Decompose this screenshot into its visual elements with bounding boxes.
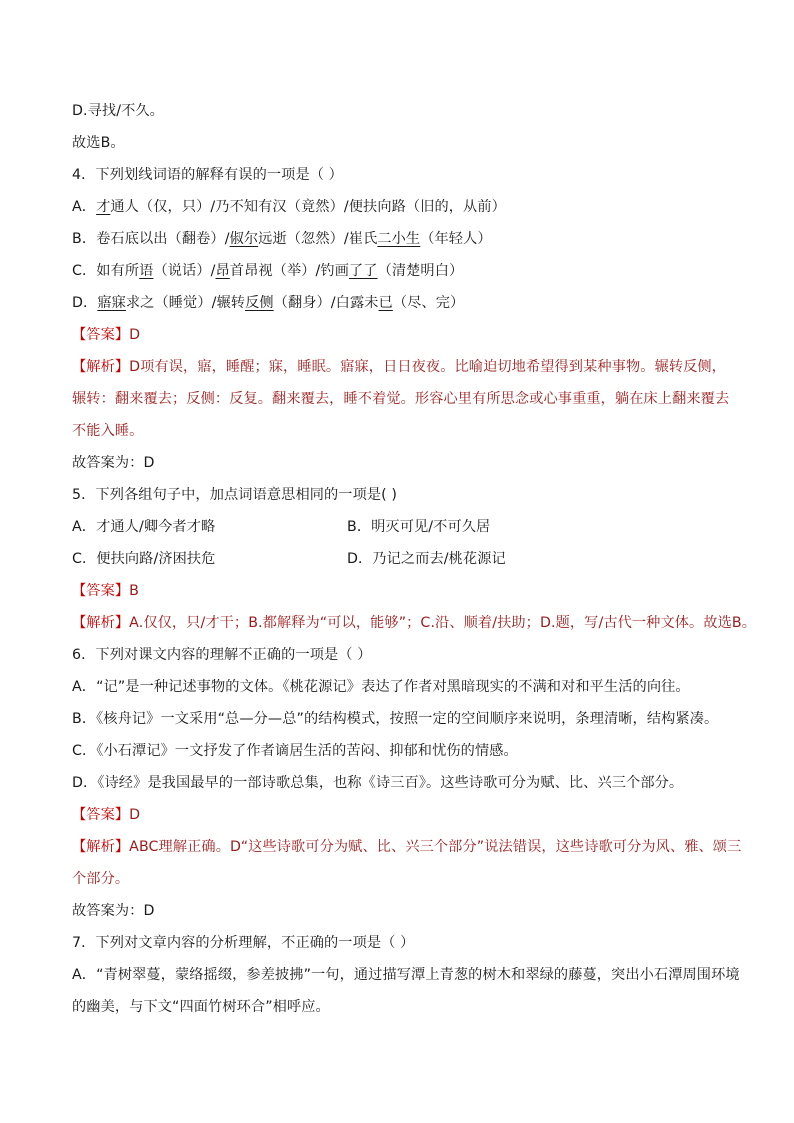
answer-value: B [129, 583, 139, 599]
q6-analysis-line-2: 个部分。 [72, 871, 130, 887]
analysis-label: 【解析】 [72, 615, 130, 631]
q4-answer [72, 325, 732, 345]
q7-stem: 7．下列对文章内容的分析理解，不正确的一项是（ ） [72, 935, 415, 951]
q6-option-a: A．“记”是一种记述事物的文体。《桃花源记》表达了作者对黑暗现实的不满和对和平生活的向往。 [72, 679, 690, 695]
q4-option-d: D．寤寐求之（睡觉）/辗转反侧（翻身）/白露未已（尽、完） [72, 295, 465, 311]
answer-value: D [129, 327, 141, 343]
answer-label: 【答案】 [72, 583, 130, 599]
q6-option-b: B．《核舟记》一文采用“总—分—总”的结构模式，按照一定的空间顺序来说明，条理清晰，结构紧凑。 [72, 711, 719, 727]
prev-answer-line: 故选B。 [72, 135, 125, 151]
answer-value: D [129, 807, 141, 823]
q4-analysis-line-2: 辗转：翻来覆去；反侧：反复。翻来覆去，睡不着觉。形容心里有所思念或心事重重，躺在床上翻来覆去 [72, 391, 730, 407]
q4-option-b: B．卷石底以出（翻卷）/俶尔远逝（忽然）/崔氏二小生（年轻人） [72, 231, 492, 247]
q6-final-answer: 故答案为：D [72, 903, 155, 919]
analysis-label: 【解析】 [72, 839, 130, 855]
q5-option-a: A．才通人/卿今者才略 [72, 519, 216, 535]
q5-option-d: D．乃记之而去/桃花源记 [347, 551, 506, 567]
answer-label: 【答案】 [72, 807, 130, 823]
prev-option-d: D.寻找/不久。 [72, 103, 164, 119]
q6-option-c: C．《小石潭记》一文抒发了作者谪居生活的苦闷、抑郁和忧伤的情感。 [72, 743, 518, 759]
q7-option-a-line-1: A．“青树翠蔓，蒙络摇缀，参差披拂”一句，通过描写潭上青葱的树木和翠绿的藤蔓，突出小石潭周围环境 [72, 967, 740, 983]
q5-stem: 5．下列各组句子中，加点词语意思相同的一项是( ) [72, 487, 398, 503]
q7-option-a-line-2: 的幽美，与下文“四面竹树环合”相呼应。 [72, 999, 330, 1015]
q6-analysis-line-1: 【解析】ABC理解正确。D“这些诗歌可分为赋、比、兴三个部分”说法错误，这些诗歌可分为风、雅、颂三 [72, 839, 742, 855]
q4-final-answer: 故答案为：D [72, 455, 155, 471]
q4-option-a: A．才通人（仅，只）/乃不知有汉（竟然）/便扶向路（旧的，从前） [72, 199, 506, 215]
q5-analysis-line-1: 【解析】A.仅仅，只/才干；B.都解释为“可以，能够”；C.沿、顺着/扶助；D.题，写/古代一种文体。故选B。 [72, 615, 757, 631]
analysis-label: 【解析】 [72, 359, 130, 375]
q4-analysis-line-3: 不能入睡。 [72, 423, 144, 439]
answer-label: 【答案】 [72, 327, 130, 343]
q5-option-b: B．明灭可见/不可久居 [347, 519, 491, 535]
q4-stem: 4．下列划线词语的解释有误的一项是（ ） [72, 167, 343, 183]
q6-option-d: D．《诗经》是我国最早的一部诗歌总集，也称《诗三百》。这些诗歌可分为赋、比、兴三个部分。 [72, 775, 684, 791]
q4-option-c: C．如有所语（说话）/昂首昂视（举）/钓画了了（清楚明白） [72, 263, 464, 279]
q6-stem: 6．下列对课文内容的理解不正确的一项是（ ） [72, 647, 372, 663]
q5-answer [72, 581, 732, 601]
q4-analysis-line-1: 【解析】D项有误，寤，睡醒；寐，睡眠。寤寐，日日夜夜。比喻迫切地希望得到某种事物。辗转反侧， [72, 359, 726, 375]
q6-answer [72, 805, 732, 825]
q5-option-c: C．便扶向路/济困扶危 [72, 551, 216, 567]
